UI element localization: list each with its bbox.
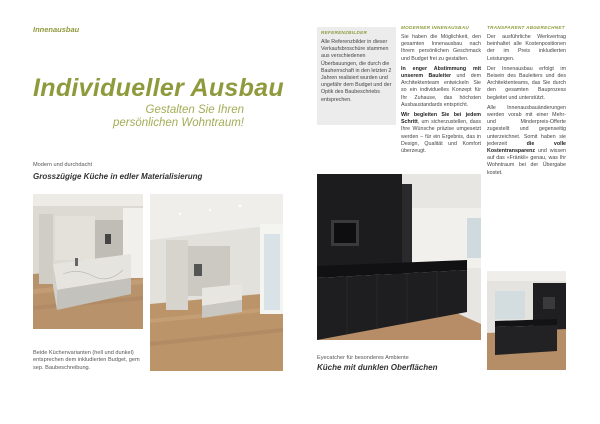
dark-kitchen-photo-1: [317, 174, 481, 340]
transparent-abgerechnet-column: [487, 25, 566, 180]
transparent-abgerechnet-heading: TRANSPARENT ABGERECHNET: [487, 25, 565, 30]
p3-b: und wissen auf das «Fränkli» genau, was Ihr Wohntraum bei der Übergabe kostet.: [487, 148, 566, 176]
moderner-innenausbau-heading: MODERNER INNENAUSBAU: [401, 25, 470, 30]
subtitle-line-1: Gestalten Sie Ihren: [145, 104, 244, 116]
moderner-innenausbau-column: [401, 25, 481, 158]
light-kitchen-photo-2: [150, 194, 283, 371]
dark-kitchen-photo-2: [487, 271, 566, 370]
referenzbilder-text: Alle Referenzbilder in dieser Verkaufsbroschüre stammen aus verschiedenen Überbauungen, die durch die Bauherrschaft in den letzten 2 Jahren realisiert wurden und ungefähr dem Budget und der Optik des Baubeschriebs entsprechen.: [321, 39, 392, 103]
transparent-abgerechnet-p1: Der ausführliche Werkvertrag beinhaltet alle Kostenpositionen der im Preis inkludierten Leistungen.: [487, 34, 566, 62]
kitchen-left-big-caption: Grosszügige Küche in edler Materialisierung: [33, 172, 203, 181]
page-title: Individueller Ausbau: [33, 74, 284, 102]
transparent-abgerechnet-p2: Der Innenausbau erfolgt im Beisein des Bauleiters und des Architektenteams, das Sie durch den gesamten Bauprozess begleitet und unterstützt.: [487, 65, 566, 101]
subtitle-line-2: persönlichen Wohntraum!: [112, 117, 244, 129]
referenzbilder-box: [317, 27, 396, 125]
p2-rest: und dem Architektenteam entwickeln Sie so ein individuelles Konzept für Ihr Zuhause, das höchsten Ausbaustandards entspricht.: [401, 73, 482, 108]
moderner-innenausbau-p3: [401, 112, 481, 155]
p3-bold: Wir begleiten Sie bei jedem Schritt: [401, 112, 481, 126]
referenzbilder-heading: REFERENZBILDER: [321, 30, 368, 35]
section-label: Innenausbau: [33, 25, 80, 34]
p3-a: Alle Innenausbauänderungen werden vorab mit einer Mehr- und Minderpreis-Offerte zugestellt und gegenseitig unterzeichnet. Somit haben sie jederzeit: [487, 104, 566, 147]
kitchen-left-small-caption: Modern und durchdacht: [33, 162, 93, 168]
moderner-innenausbau-p2: [401, 66, 481, 109]
kitchen-left-bottom-caption: Beide Küchenvarianten (hell und dunkel) entsprechen dem inkludierten Budget, gem sep. Baubeschreibung.: [33, 350, 140, 371]
light-kitchen-photo-1: [33, 194, 143, 329]
p3-bold: die volle Kostentransparenz: [487, 140, 567, 155]
moderner-innenausbau-p1: Sie haben die Möglichkeit, den gesamten Innenausbau nach Ihrem persönlichen Geschmack und Budget frei zu gestalten.: [401, 34, 481, 62]
transparent-abgerechnet-p3: [487, 105, 566, 177]
p2-bold: In enger Abstimmung mit unserem Bauleiter: [401, 65, 481, 80]
p3-rest: , um sicherzustellen, dass Ihre Wünsche präzise umgesetzt werden – für ein Ergebnis, das in Design, Qualität und Komfort überzeugt.: [401, 119, 481, 155]
kitchen-right-small-caption: Eyecatcher für besonderes Ambiente: [317, 355, 409, 361]
kitchen-right-big-caption: Küche mit dunklen Oberflächen: [317, 363, 438, 372]
